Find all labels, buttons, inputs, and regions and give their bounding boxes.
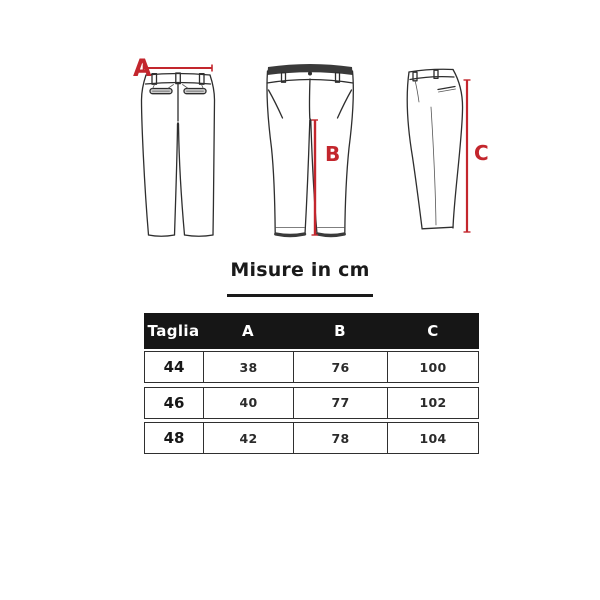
pants-front-outline bbox=[267, 71, 353, 234]
pants-front-view-drawing bbox=[264, 58, 359, 243]
measure-label-b: B bbox=[325, 142, 341, 166]
cell-taglia: 46 bbox=[145, 388, 204, 418]
measure-line-b bbox=[312, 120, 319, 235]
measure-line-a bbox=[144, 65, 213, 72]
size-chart-title-block bbox=[0, 259, 600, 297]
title-underline bbox=[227, 294, 373, 297]
cell-b: 76 bbox=[294, 352, 388, 382]
cell-taglia: 44 bbox=[145, 352, 204, 382]
size-chart-title: Misure in cm bbox=[230, 259, 370, 281]
header-cell-c: C bbox=[427, 322, 439, 340]
size-table-header bbox=[144, 313, 479, 349]
measure-label-a: A bbox=[133, 54, 152, 82]
cell-a: 40 bbox=[204, 388, 294, 418]
cell-a: 38 bbox=[204, 352, 294, 382]
cell-c: 100 bbox=[419, 359, 447, 375]
header-cell-taglia: Taglia bbox=[147, 322, 200, 340]
pants-back-view-drawing bbox=[138, 60, 218, 240]
cell-c: 102 bbox=[419, 395, 447, 410]
pants-back-outline bbox=[142, 73, 215, 236]
measure-label-c: C bbox=[474, 141, 489, 165]
hem-cuffs-dark bbox=[276, 234, 344, 236]
measure-line-c bbox=[464, 80, 471, 232]
pants-side-outline bbox=[407, 69, 462, 229]
cell-a: 42 bbox=[204, 423, 294, 453]
size-table bbox=[144, 313, 479, 454]
size-table-body bbox=[144, 351, 479, 454]
header-cell-b: B bbox=[334, 322, 346, 340]
cell-b: 77 bbox=[294, 388, 388, 418]
table-row bbox=[144, 387, 479, 419]
cell-b: 78 bbox=[294, 423, 388, 453]
table-row bbox=[144, 351, 479, 383]
waist-button bbox=[308, 72, 312, 76]
table-row bbox=[144, 422, 479, 454]
header-cell-a: A bbox=[241, 322, 254, 340]
cell-c: 104 bbox=[419, 430, 447, 446]
cell-taglia: 48 bbox=[145, 423, 204, 453]
